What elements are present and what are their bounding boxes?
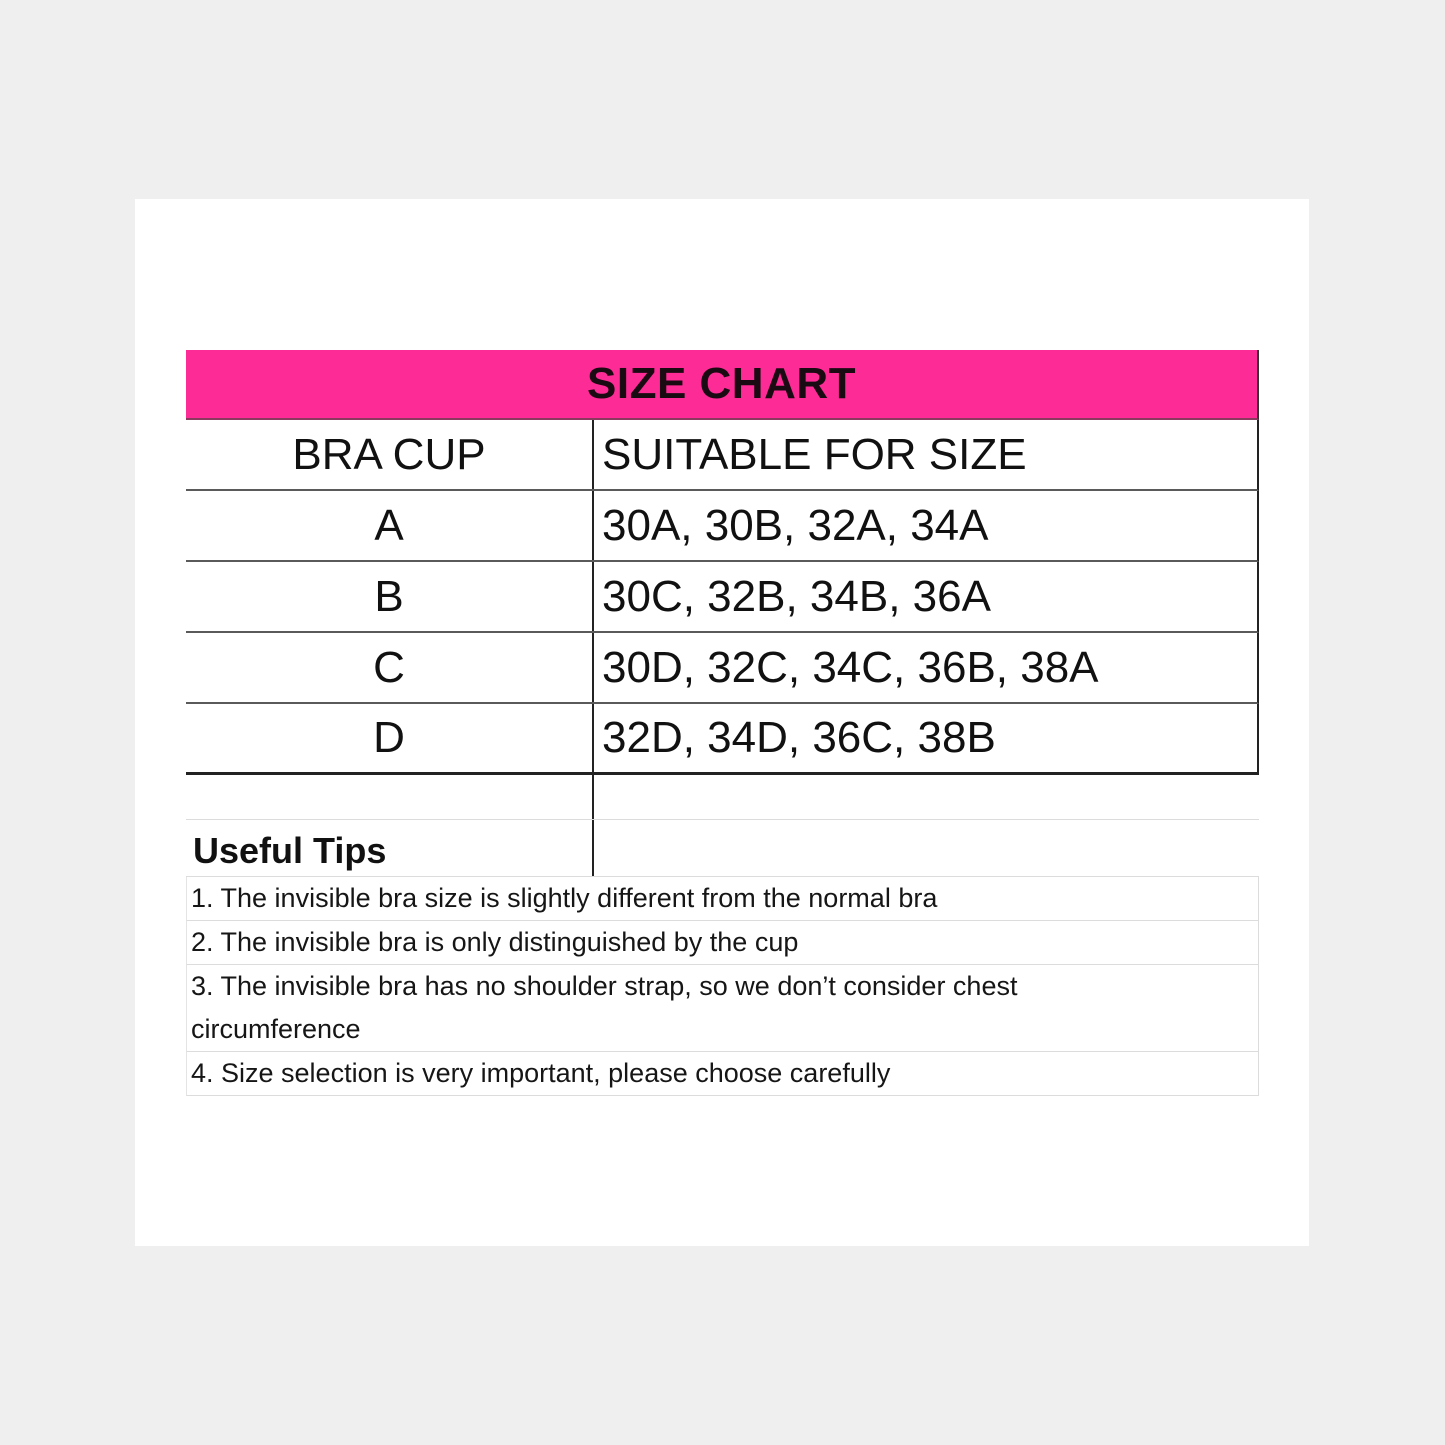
cup-cell: A (186, 491, 594, 560)
table-row (186, 633, 1259, 704)
tip-item: 2. The invisible bra is only distinguished by the cup (186, 921, 1259, 965)
header-suitable-size: SUITABLE FOR SIZE (602, 429, 1027, 479)
cup-cell: C (186, 633, 594, 702)
tip-item: 4. Size selection is very important, please choose carefully (186, 1052, 1259, 1096)
tip-item: 1. The invisible bra size is slightly different from the normal bra (186, 877, 1259, 921)
sizes-cell: 30C, 32B, 34B, 36A (602, 571, 991, 621)
table-header-row (186, 420, 1259, 491)
tips-heading-row (186, 820, 1259, 877)
cup-cell: B (186, 562, 594, 631)
sizes-cell: 32D, 34D, 36C, 38B (602, 713, 996, 762)
cup-cell: D (186, 704, 594, 772)
sizes-cell: 30D, 32C, 34C, 36B, 38A (602, 642, 1099, 692)
spacer-row (186, 775, 1259, 820)
size-chart-table (186, 350, 1259, 1096)
table-row (186, 491, 1259, 562)
size-chart-title: SIZE CHART (186, 350, 1259, 420)
table-row (186, 562, 1259, 633)
sizes-cell: 30A, 30B, 32A, 34A (602, 500, 989, 550)
header-bra-cup: BRA CUP (186, 420, 594, 489)
tip-item: 3. The invisible bra has no shoulder strap, so we don’t consider chest circumference (186, 965, 1259, 1052)
table-row (186, 704, 1259, 775)
tips-heading: Useful Tips (186, 820, 594, 876)
spacer-cell (186, 775, 594, 819)
